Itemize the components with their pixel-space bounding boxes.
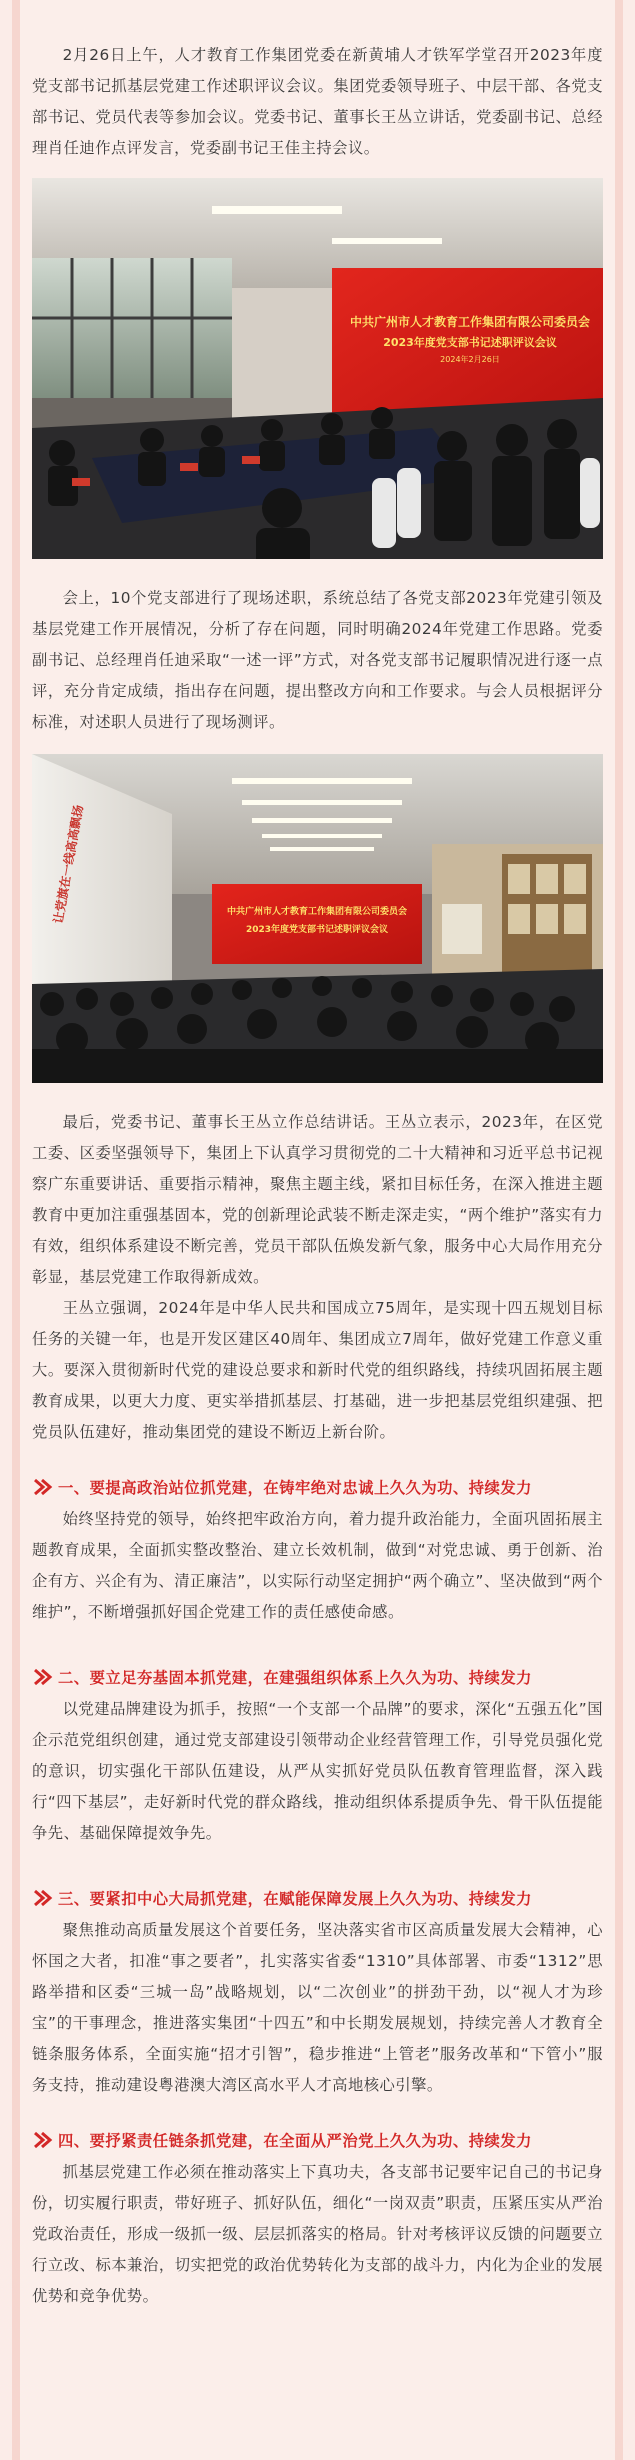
banner-2-line2: 2023年度党支部书记述职评议会议: [245, 925, 389, 935]
section-3-body: 聚焦推动高质量发展这个首要任务，坚决落实省市区高质量发展大会精神，心怀国之大者，扣准“事之要者”，扎实落实省委“1310”具体部署、市委“1312”思路举措和区委“三城一岛”战略规划，以“二次创业”的拼劲干劲，以“视人才为珍宝”的干事理念，推进落实集团“十四五”和中长期发展规划，持续完善人才教育全链条服务体系，全面实施“招才引智”，稳步推进“上管老”服务改革和“下管小”服务支持，推动建设粤港澳大湾区高水平人才高地核心引擎。: [32, 1921, 603, 2094]
paragraph-3: 最后，党委书记、董事长王丛立作总结讲话。王丛立表示，2023年，在区党工委、区委坚强领导下，集团上下认真学习贯彻党的二十大精神和习近平总书记视察广东重要讲话、重要指示精神，聚焦主题主线，紧扣目标任务，在深入推进主题教育中更加注重强基固本，党的创新理论武装不断走深走实，“两个维护”落实有力有效，组织体系建设不断完善，党员干部队伍焕发新气象，服务中心大局作用充分彰显，基层党建工作取得新成效。: [32, 1113, 603, 1286]
section-2-title: 二、要立足夯基固本抓党建，在建强组织体系上久久为功、持续发力: [58, 1669, 532, 1687]
banner-1-line2: 2023年度党支部书记述职评议会议: [383, 336, 557, 349]
section-2-body: 以党建品牌建设为抓手，按照“一个支部一个品牌”的要求，深化“五强五化”国企示范党组织创建，通过党支部建设引领带动企业经营管理工作，引导党员强化党的意识，切实强化干部队伍建设，从严从实抓好党员队伍教育管理监督，深入践行“四下基层”，走好新时代党的群众路线，推动组织体系提质争先、骨干队伍提能争先、基础保障提效争先。: [32, 1700, 603, 1842]
section-3-title: 三、要紧扣中心大局抓党建，在赋能保障发展上久久为功、持续发力: [58, 1890, 532, 1908]
article-content: [32, 40, 603, 2312]
section-4-heading: [32, 2123, 603, 2157]
double-chevron-icon: [32, 1887, 54, 1909]
section-4-title: 四、要抒紧责任链条抓党建，在全面从严治党上久久为功、持续发力: [58, 2132, 532, 2150]
section-1-body: 始终坚持党的领导，始终把牢政治方向，着力提升政治能力，全面巩固拓展主题教育成果，全面抓实整改整治、建立长效机制，做到“对党忠诚、勇于创新、治企有方、兴企有为、清正廉洁”，以实际行动坚定拥护“两个确立”、坚决做到“两个维护”，不断增强抓好国企党建工作的责任感使命感。: [32, 1510, 603, 1621]
section-3-heading: [32, 1881, 603, 1915]
meeting-photo-1: [32, 178, 603, 559]
meeting-photo-2: [32, 754, 603, 1083]
intro-paragraph: 2月26日上午，人才教育工作集团党委在新黄埔人才铁军学堂召开2023年度党支部书记抓基层党建工作述职评议会议。集团党委领导班子、中层干部、各党支部书记、党员代表等参加会议。党委书记、董事长王丛立讲话，党委副书记、总经理肖任迪作点评发言，党委副书记王佳主持会议。: [32, 46, 603, 157]
banner-1-line1: 中共广州市人才教育工作集团有限公司委员会: [349, 315, 591, 329]
double-chevron-icon: [32, 1666, 54, 1688]
double-chevron-icon: [32, 1476, 54, 1498]
section-1-title: 一、要提高政治站位抓党建，在铸牢绝对忠诚上久久为功、持续发力: [58, 1479, 532, 1497]
wall-slogan: 让党旗在一线高高飘扬: [51, 803, 86, 925]
banner-2-line1: 中共广州市人才教育工作集团有限公司委员会: [226, 907, 408, 917]
banner-1-date: 2024年2月26日: [440, 355, 500, 364]
paragraph-4: 王丛立强调，2024年是中华人民共和国成立75周年，是实现十四五规划目标任务的关键一年，也是开发区建区40周年、集团成立7周年，做好党建工作意义重大。要深入贯彻新时代党的建设总要求和新时代党的组织路线，持续巩固拓展主题教育成果，以更大力度、更实举措抓基层、打基础，进一步把基层党组织建强、把党员队伍建好，推动集团党的建设不断迈上新台阶。: [32, 1299, 603, 1441]
meeting-photo-1-image: [32, 178, 603, 559]
section-4-body: 抓基层党建工作必须在推动落实上下真功夫，各支部书记要牢记自己的书记身份，切实履行职责，带好班子、抓好队伍，细化“一岗双责”职责，压紧压实从严治党政治责任，形成一级抓一级、层层抓落实的格局。针对考核评议反馈的问题要立行立改、标本兼治，切实把党的政治优势转化为支部的战斗力，内化为企业的发展优势和竞争优势。: [32, 2163, 603, 2305]
meeting-photo-2-image: [32, 754, 603, 1083]
section-1-heading: [32, 1470, 603, 1504]
double-chevron-icon: [32, 2129, 54, 2151]
section-2-heading: [32, 1660, 603, 1694]
paragraph-2: 会上，10个党支部进行了现场述职，系统总结了各党支部2023年党建引领及基层党建工作开展情况，分析了存在问题，同时明确2024年党建工作思路。党委副书记、总经理肖任迪采取“一述一评”方式，对各党支部书记履职情况进行逐一点评，充分肯定成绩，指出存在问题，提出整改方向和工作要求。与会人员根据评分标准，对述职人员进行了现场测评。: [32, 589, 603, 731]
